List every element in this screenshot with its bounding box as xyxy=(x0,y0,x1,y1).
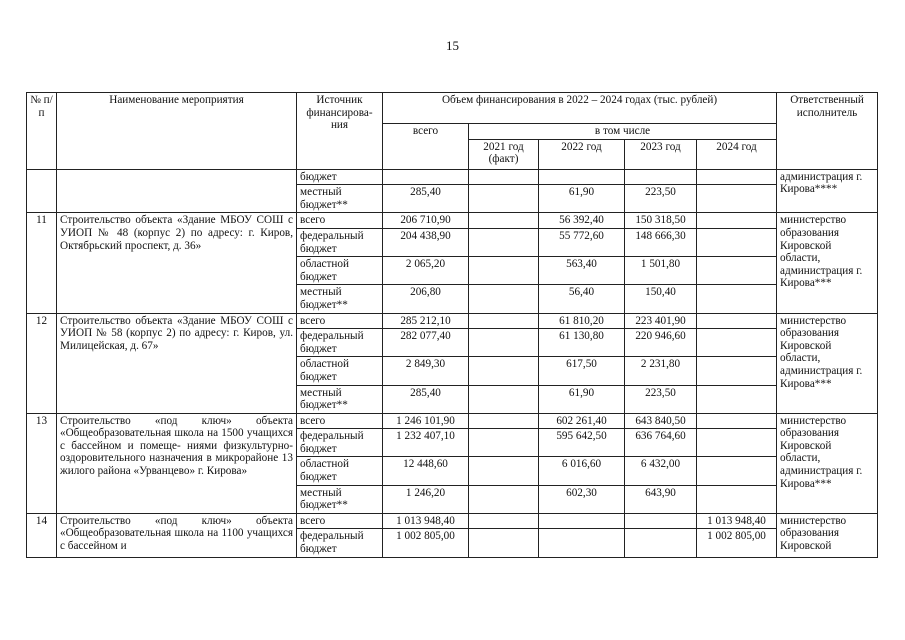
cell-year-2021 xyxy=(469,329,539,357)
cell-year-2022 xyxy=(539,429,625,457)
cell-year-2021 xyxy=(469,185,539,213)
cell-year-2022 xyxy=(539,257,625,285)
cell-year-2021 xyxy=(469,213,539,229)
cell-year-2021 xyxy=(469,285,539,313)
row-number xyxy=(27,169,57,213)
cell-year-2024 xyxy=(697,357,777,385)
responsible-executor: министерство образования Кировской области, администрация г. Кирова*** xyxy=(777,313,878,413)
cell-year-2023 xyxy=(625,429,697,457)
amount-total: 1 013 948,40 xyxy=(396,514,455,527)
funding-source: местный бюджет** xyxy=(297,385,383,413)
cell-total xyxy=(383,213,469,229)
amount-year-2022: 602,30 xyxy=(566,486,597,499)
amount-year-2023: 2 231,80 xyxy=(640,358,681,371)
funding-source: областной бюджет xyxy=(297,357,383,385)
row-number: 13 xyxy=(27,413,57,513)
amount-total: 1 246 101,90 xyxy=(396,414,455,427)
funding-source: бюджет xyxy=(297,169,383,185)
cell-total xyxy=(383,169,469,185)
cell-year-2024 xyxy=(697,213,777,229)
cell-total xyxy=(383,257,469,285)
cell-year-2021 xyxy=(469,357,539,385)
funding-source: федеральный бюджет xyxy=(297,529,383,557)
cell-year-2024 xyxy=(697,257,777,285)
cell-year-2023 xyxy=(625,413,697,429)
funding-source: всего xyxy=(297,313,383,329)
amount-total: 1 246,20 xyxy=(405,486,446,499)
amount-year-2024: 1 013 948,40 xyxy=(707,514,766,527)
project-name xyxy=(57,169,297,213)
cell-year-2024 xyxy=(697,313,777,329)
cell-year-2021 xyxy=(469,485,539,513)
amount-year-2023: 220 946,60 xyxy=(635,330,686,343)
table-row xyxy=(27,513,878,529)
cell-total xyxy=(383,313,469,329)
amount-year-2022: 595 642,50 xyxy=(556,430,607,443)
amount-year-2023: 643 840,50 xyxy=(635,414,686,427)
cell-total xyxy=(383,357,469,385)
amount-year-2022: 61,90 xyxy=(568,186,595,199)
cell-year-2022 xyxy=(539,285,625,313)
row-number: 12 xyxy=(27,313,57,413)
amount-year-2022: 602 261,40 xyxy=(556,414,607,427)
cell-year-2023 xyxy=(625,357,697,385)
cell-year-2024 xyxy=(697,169,777,185)
cell-total xyxy=(383,185,469,213)
cell-year-2022 xyxy=(539,213,625,229)
cell-year-2022 xyxy=(539,228,625,256)
cell-year-2022 xyxy=(539,485,625,513)
cell-year-2021 xyxy=(469,529,539,557)
financing-table xyxy=(26,92,878,558)
amount-year-2023: 150 318,50 xyxy=(635,214,686,227)
cell-year-2023 xyxy=(625,185,697,213)
cell-year-2023 xyxy=(625,385,697,413)
amount-year-2022: 563,40 xyxy=(566,258,597,271)
header-name: Наименование мероприятия xyxy=(57,93,297,170)
header-year-2021: 2021 год (факт) xyxy=(469,139,539,169)
responsible-executor: администрация г. Кирова**** xyxy=(777,169,878,213)
amount-total: 206 710,90 xyxy=(400,214,451,227)
amount-year-2022: 61 130,80 xyxy=(559,330,604,343)
cell-year-2024 xyxy=(697,413,777,429)
header-volume: Объем финансирования в 2022 – 2024 годах (тыс. рублей) xyxy=(383,93,777,124)
cell-year-2022 xyxy=(539,185,625,213)
cell-year-2023 xyxy=(625,169,697,185)
page-number: 15 xyxy=(446,38,459,53)
cell-year-2023 xyxy=(625,457,697,485)
cell-year-2021 xyxy=(469,413,539,429)
amount-total: 206,80 xyxy=(410,286,441,299)
header-no: № п/п xyxy=(27,93,57,170)
amount-year-2023: 643,90 xyxy=(645,486,676,499)
funding-source: федеральный бюджет xyxy=(297,429,383,457)
amount-year-2023: 1 501,80 xyxy=(640,258,681,271)
funding-source: областной бюджет xyxy=(297,257,383,285)
cell-year-2021 xyxy=(469,257,539,285)
cell-year-2022 xyxy=(539,329,625,357)
cell-year-2023 xyxy=(625,313,697,329)
funding-source: всего xyxy=(297,413,383,429)
responsible-executor: министерство образования Кировской области, администрация г. Кирова*** xyxy=(777,213,878,313)
amount-year-2023: 223 401,90 xyxy=(635,314,686,327)
cell-year-2024 xyxy=(697,429,777,457)
funding-source: всего xyxy=(297,513,383,529)
cell-year-2024 xyxy=(697,513,777,529)
amount-year-2022: 56 392,40 xyxy=(559,214,604,227)
responsible-executor: министерство образования Кировской xyxy=(777,513,878,557)
header-year-2022: 2022 год xyxy=(539,139,625,169)
cell-year-2021 xyxy=(469,313,539,329)
header-total: всего xyxy=(383,124,469,170)
header-executor: Ответственный исполнитель xyxy=(777,93,878,170)
amount-year-2022: 56,40 xyxy=(568,286,595,299)
amount-total: 282 077,40 xyxy=(400,330,451,343)
cell-year-2024 xyxy=(697,185,777,213)
cell-total xyxy=(383,485,469,513)
cell-total xyxy=(383,385,469,413)
table-row xyxy=(27,413,878,429)
header-row-1 xyxy=(27,93,878,124)
cell-year-2022 xyxy=(539,513,625,529)
funding-source: местный бюджет** xyxy=(297,185,383,213)
amount-year-2023: 636 764,60 xyxy=(635,430,686,443)
header-source: Источник финансирова- ния xyxy=(297,93,383,170)
header-year-2024: 2024 год xyxy=(697,139,777,169)
amount-total: 12 448,60 xyxy=(403,458,448,471)
funding-source: областной бюджет xyxy=(297,457,383,485)
project-name: Строительство объекта «Здание МБОУ СОШ с УИОП № 58 (корпус 2) по адресу: г. Киров, ул. Милицейская, д. 67» xyxy=(57,313,297,413)
cell-year-2023 xyxy=(625,257,697,285)
table-row xyxy=(27,313,878,329)
row-number: 14 xyxy=(27,513,57,557)
funding-source: местный бюджет** xyxy=(297,485,383,513)
cell-year-2024 xyxy=(697,485,777,513)
header-year-2023: 2023 год xyxy=(625,139,697,169)
cell-year-2023 xyxy=(625,329,697,357)
cell-year-2022 xyxy=(539,529,625,557)
cell-year-2021 xyxy=(469,457,539,485)
cell-total xyxy=(383,413,469,429)
cell-year-2024 xyxy=(697,457,777,485)
cell-year-2023 xyxy=(625,529,697,557)
cell-total xyxy=(383,429,469,457)
cell-total xyxy=(383,457,469,485)
cell-year-2024 xyxy=(697,228,777,256)
amount-total: 2 849,30 xyxy=(405,358,446,371)
cell-total xyxy=(383,228,469,256)
cell-year-2022 xyxy=(539,413,625,429)
amount-year-2023: 223,50 xyxy=(645,186,676,199)
cell-year-2024 xyxy=(697,529,777,557)
funding-source: всего xyxy=(297,213,383,229)
cell-year-2023 xyxy=(625,485,697,513)
funding-source: федеральный бюджет xyxy=(297,329,383,357)
cell-year-2024 xyxy=(697,329,777,357)
amount-year-2023: 6 432,00 xyxy=(640,458,681,471)
cell-year-2021 xyxy=(469,169,539,185)
funding-source: федеральный бюджет xyxy=(297,228,383,256)
cell-year-2022 xyxy=(539,313,625,329)
cell-year-2022 xyxy=(539,169,625,185)
project-name: Строительство «под ключ» объекта «Общеобразовательная школа на 1100 учащихся с бассейном и xyxy=(57,513,297,557)
header-including: в том числе xyxy=(469,124,777,140)
cell-year-2021 xyxy=(469,513,539,529)
project-name: Строительство «под ключ» объекта «Общеобразовательная школа на 1500 учащихся с бассейном и помеще- ниями физкультурно-оздоровительного назначения в микрорайоне 13 жилого района «Урванцево» г. Кирова» xyxy=(57,413,297,513)
cell-year-2022 xyxy=(539,457,625,485)
amount-total: 285,40 xyxy=(410,386,441,399)
cell-year-2021 xyxy=(469,385,539,413)
amount-year-2023: 150,40 xyxy=(645,286,676,299)
amount-total: 1 002 805,00 xyxy=(396,530,455,543)
amount-total: 285 212,10 xyxy=(400,314,451,327)
project-name: Строительство объекта «Здание МБОУ СОШ с УИОП № 48 (корпус 2) по адресу: г. Киров, Октябрьский проспект, д. 36» xyxy=(57,213,297,313)
amount-year-2022: 61,90 xyxy=(568,386,595,399)
cell-year-2021 xyxy=(469,228,539,256)
cell-total xyxy=(383,329,469,357)
cell-total xyxy=(383,513,469,529)
amount-year-2022: 55 772,60 xyxy=(559,229,604,242)
amount-year-2022: 61 810,20 xyxy=(559,314,604,327)
cell-total xyxy=(383,529,469,557)
cell-year-2022 xyxy=(539,357,625,385)
amount-total: 2 065,20 xyxy=(405,258,446,271)
cell-year-2023 xyxy=(625,228,697,256)
amount-year-2023: 148 666,30 xyxy=(635,229,686,242)
amount-year-2022: 6 016,60 xyxy=(561,458,602,471)
cell-year-2022 xyxy=(539,385,625,413)
amount-year-2024: 1 002 805,00 xyxy=(707,530,766,543)
funding-source: местный бюджет** xyxy=(297,285,383,313)
cell-year-2021 xyxy=(469,429,539,457)
amount-total: 285,40 xyxy=(410,186,441,199)
cell-year-2024 xyxy=(697,285,777,313)
cell-year-2024 xyxy=(697,385,777,413)
amount-year-2022: 617,50 xyxy=(566,358,597,371)
cell-year-2023 xyxy=(625,513,697,529)
amount-total: 204 438,90 xyxy=(400,229,451,242)
table-row xyxy=(27,169,878,185)
row-number: 11 xyxy=(27,213,57,313)
cell-year-2023 xyxy=(625,285,697,313)
amount-total: 1 232 407,10 xyxy=(396,430,455,443)
amount-year-2023: 223,50 xyxy=(645,386,676,399)
table-row xyxy=(27,213,878,229)
cell-year-2023 xyxy=(625,213,697,229)
responsible-executor: министерство образования Кировской области, администрация г. Кирова*** xyxy=(777,413,878,513)
cell-total xyxy=(383,285,469,313)
